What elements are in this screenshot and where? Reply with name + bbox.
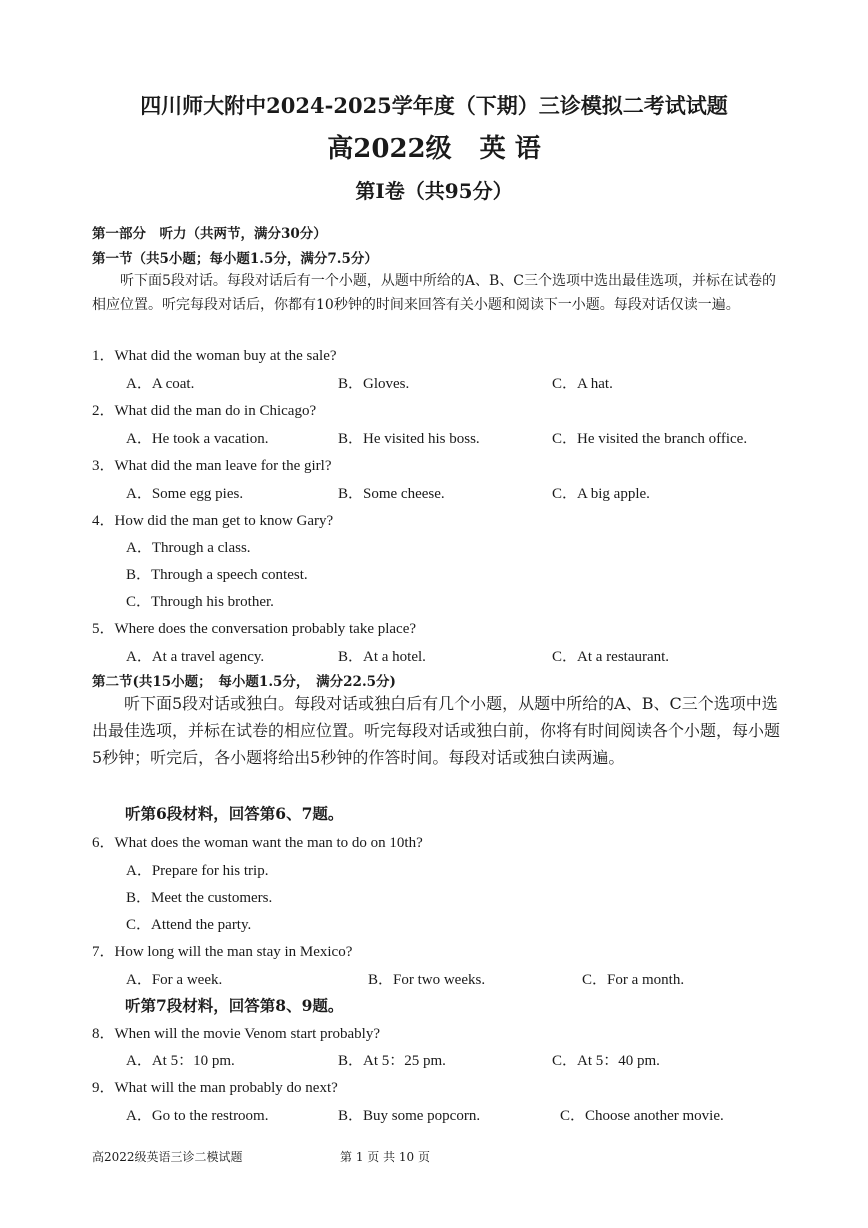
q8-option-c: C．At 5：40 pm. bbox=[552, 1053, 660, 1069]
q3-option-c: C．A big apple. bbox=[552, 486, 650, 502]
q4-option-a: A．Through a class. bbox=[126, 540, 251, 556]
footer-page-number: 第 1 页 共 10 页 bbox=[340, 1150, 430, 1164]
q1-option-b: B．Gloves. bbox=[338, 376, 410, 392]
question-3: 3．What did the man leave for the girl? bbox=[92, 458, 332, 474]
q9-option-c: C．Choose another movie. bbox=[560, 1108, 724, 1124]
q3-option-a: A．Some egg pies. bbox=[126, 486, 244, 502]
q2-option-c: C．He visited the branch office. bbox=[552, 431, 748, 447]
section2-heading: 第二节(共15小题； 每小题1.5分， 满分22.5分) bbox=[92, 674, 396, 690]
q3-option-b: B．Some cheese. bbox=[338, 486, 445, 502]
part1-heading: 第一部分 听力（共两节，满分30分） bbox=[92, 226, 327, 242]
q9-option-a: A．Go to the restroom. bbox=[126, 1108, 269, 1124]
q6-option-b: B．Meet the customers. bbox=[126, 890, 273, 906]
q2-option-a: A．He took a vacation. bbox=[126, 431, 269, 447]
material-7-instruction: 听第7段材料，回答第8、9题。 bbox=[125, 996, 344, 1015]
q8-option-b: B．At 5：25 pm. bbox=[338, 1053, 446, 1069]
section2-instruction: 听下面5段对话或独白。每段对话或独白后有几个小题，从题中所给的A、B、C三个选项中选出最佳选项，并标在试卷的相应位置。听完每段对话或独白前，你将有时间阅读各个小题，每小题5秒钟；听完后，各小题将给出5秒钟的作答时间。每段对话或独白读两遍。 bbox=[92, 694, 781, 767]
question-6: 6．What does the woman want the man to do on 10th? bbox=[92, 835, 423, 851]
grade-label: 高2022级 bbox=[327, 134, 452, 164]
q6-option-a: A．Prepare for his trip. bbox=[126, 863, 269, 879]
q7-option-b: B．For two weeks. bbox=[368, 972, 486, 988]
section1-heading: 第一节（共5小题；每小题1.5分，满分7.5分） bbox=[92, 251, 378, 267]
q8-option-a: A．At 5：10 pm. bbox=[126, 1053, 235, 1069]
q1-option-c: C．A hat. bbox=[552, 376, 613, 392]
q7-option-c: C．For a month. bbox=[582, 972, 685, 988]
q5-option-a: A．At a travel agency. bbox=[126, 649, 265, 665]
q6-option-c: C．Attend the party. bbox=[126, 917, 252, 933]
question-4: 4．How did the man get to know Gary? bbox=[92, 513, 334, 529]
q2-option-b: B．He visited his boss. bbox=[338, 431, 480, 447]
q5-option-b: B．At a hotel. bbox=[338, 649, 426, 665]
question-2: 2．What did the man do in Chicago? bbox=[92, 403, 317, 419]
question-9: 9．What will the man probably do next? bbox=[92, 1080, 338, 1096]
volume-title: 第Ⅰ卷（共95分） bbox=[355, 179, 513, 203]
question-7: 7．How long will the man stay in Mexico? bbox=[92, 944, 353, 960]
q7-option-a: A．For a week. bbox=[126, 972, 223, 988]
material-6-instruction: 听第6段材料，回答第6、7题。 bbox=[125, 804, 344, 823]
question-8: 8．When will the movie Venom start probably? bbox=[92, 1026, 380, 1042]
question-5: 5．Where does the conversation probably take place? bbox=[92, 621, 417, 637]
grade-subject-line bbox=[0, 128, 868, 165]
q9-option-b: B．Buy some popcorn. bbox=[338, 1108, 481, 1124]
footer-exam-name: 高2022级英语三诊二模试题 bbox=[92, 1150, 243, 1164]
q5-option-c: C．At a restaurant. bbox=[552, 649, 670, 665]
q1-option-a: A．A coat. bbox=[126, 376, 195, 392]
section1-instruction: 听下面5段对话。每段对话后有一个小题，从题中所给的A、B、C三个选项中选出最佳选项，并标在试卷的相应位置。听完每段对话后，你都有10秒钟的时间来回答有关小题和阅读下一小题。每段对话仅读一遍。 bbox=[92, 273, 777, 313]
q4-option-c: C．Through his brother. bbox=[126, 594, 274, 610]
exam-title: 四川师大附中2024-2025学年度（下期）三诊模拟二考试试题 bbox=[140, 93, 728, 118]
question-1: 1．What did the woman buy at the sale? bbox=[92, 348, 337, 364]
subject-label: 英 语 bbox=[479, 134, 541, 164]
q4-option-b: B．Through a speech contest. bbox=[126, 567, 308, 583]
